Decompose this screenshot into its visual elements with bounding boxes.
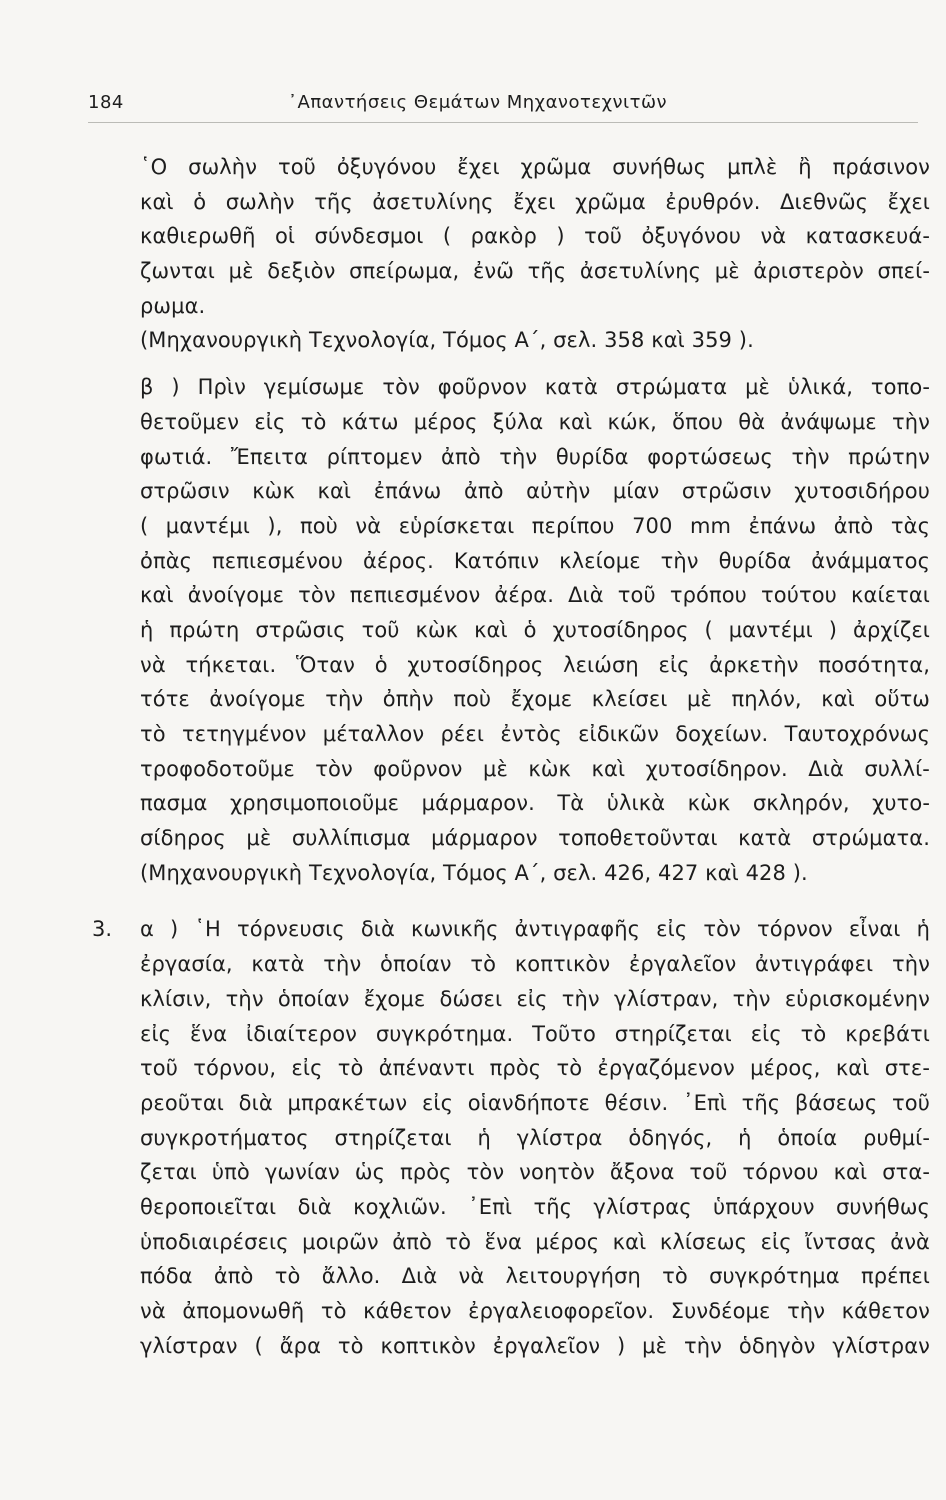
text-line: νὰ τήκεται. Ὅταν ὁ χυτοσίδηρος λειώση εἰς ἀρκετὴν ποσότητα, — [140, 652, 930, 677]
text-line: ζεται ὑπὸ γωνίαν ὡς πρὸς τὸν νοητὸν ἄξονα τοῦ τόρνου καὶ στα- — [140, 1160, 930, 1185]
item-number: 3. — [92, 917, 113, 942]
paragraph-oxygen-hoses — [140, 150, 930, 358]
text-line: νὰ ἀπομονωθῆ τὸ κάθετον ἐργαλειοφορεῖον. Συνδέομε τὴν κάθετον — [140, 1299, 930, 1323]
text-line: τροφοδοτοῦμε τὸν φοῦρνον μὲ κὼκ καὶ χυτοσίδηρον. Διὰ συλλί- — [140, 756, 930, 781]
text-line: ρωμα. — [140, 293, 206, 318]
spacer — [140, 358, 930, 370]
text-line: ἡ πρώτη στρῶσις τοῦ κὼκ καὶ ὁ χυτοσίδηρος ( μαντέμι ) ἀρχίζει — [140, 617, 930, 642]
header-rule — [88, 122, 918, 123]
page-body — [92, 150, 930, 1363]
running-title: ᾿Απαντήσεις Θεμάτων Μηχανοτεχνιτῶν — [288, 92, 668, 113]
text-line: κλίσιν, τὴν ὁποίαν ἔχομε δώσει εἰς τὴν γλίστραν, τὴν εὑρισκομένην — [140, 986, 930, 1011]
text-line: ζωνται μὲ δεξιὸν σπείρωμα, ἐνῶ τῆς ἀσετυλίνης μὲ ἀριστερὸν σπεί- — [140, 259, 930, 284]
text-line: συγκροτήματος στηρίζεται ἡ γλίστρα ὁδηγός, ἡ ὁποία ρυθμί- — [140, 1125, 930, 1150]
text-line: α ) ῾Η τόρνευσις διὰ κωνικῆς ἀντιγραφῆς εἰς τὸν τόρνον εἶναι ἡ — [140, 917, 930, 942]
reference-line: (Μηχανουργικὴ Τεχνολογία, Τόμος Α΄, σελ. 426, 427 καὶ 428 ). — [140, 860, 808, 885]
page-number: 184 — [88, 92, 124, 113]
text-line: θεροποιεῖται διὰ κοχλιῶν. ᾿Επὶ τῆς γλίστρας ὑπάρχουν συνήθως — [140, 1194, 930, 1219]
text-line: ἐργασία, κατὰ τὴν ὁποίαν τὸ κοπτικὸν ἐργαλεῖον ἀντιγράφει τὴν — [140, 952, 930, 977]
text-line: φωτιά. Ἔπειτα ρίπτομεν ἀπὸ τὴν θυρίδα φορτώσεως τὴν πρώτην — [140, 444, 930, 469]
text-line: γλίστραν ( ἄρα τὸ κοπτικὸν ἐργαλεῖον ) μὲ τὴν ὁδηγὸν γλίστραν — [140, 1333, 930, 1358]
text-line: στρῶσιν κὼκ καὶ ἐπάνω ἀπὸ αὐτὴν μίαν στρῶσιν χυτοσιδήρου — [140, 479, 930, 504]
text-line: σίδηρος μὲ συλλίπισμα μάρμαρον τοποθετοῦνται κατὰ στρώματα. — [140, 826, 930, 851]
text-line: τοῦ τόρνου, εἰς τὸ ἀπέναντι πρὸς τὸ ἐργαζόμενον μέρος, καὶ στε- — [140, 1056, 930, 1081]
paragraph-taper-turning — [92, 912, 930, 1363]
text-line: πόδα ἀπὸ τὸ ἄλλο. Διὰ νὰ λειτουργήση τὸ συγκρότημα πρέπει — [140, 1264, 930, 1289]
text-line: ὑποδιαιρέσεις μοιρῶν ἀπὸ τὸ ἕνα μέρος καὶ κλίσεως εἰς ἴντσας ἀνὰ — [140, 1229, 930, 1254]
text-line: καὶ ἀνοίγομε τὸν πεπιεσμένον ἀέρα. Διὰ τοῦ τρόπου τούτου καίεται — [140, 583, 930, 608]
text-line: θετοῦμεν εἰς τὸ κάτω μέρος ξύλα καὶ κώκ, ὅπου θὰ ἀνάψωμε τὴν — [140, 409, 930, 434]
spacer — [140, 890, 930, 912]
text-line: ὀπὰς πεπιεσμένου ἀέρος. Κατόπιν κλείομε τὴν θυρίδα ἀνάμματος — [140, 548, 930, 573]
paragraph-furnace — [140, 370, 930, 890]
text-line: ῾Ο σωλὴν τοῦ ὀξυγόνου ἔχει χρῶμα συνήθως μπλὲ ἢ πράσινον — [140, 155, 930, 179]
page-header — [88, 92, 918, 124]
text-line: ( μαντέμι ), ποὺ νὰ εὑρίσκεται περίπου 700 mm ἐπάνω ἀπὸ τὰς — [140, 513, 930, 538]
text-line: ρεοῦται διὰ μπρακέτων εἰς οἱανδήποτε θέσιν. ᾿Επὶ τῆς βάσεως τοῦ — [140, 1090, 930, 1115]
text-line: εἰς ἕνα ἰδιαίτερον συγκρότημα. Τοῦτο στηρίζεται εἰς τὸ κρεβάτι — [140, 1021, 930, 1046]
text-line: πασμα χρησιμοποιοῦμε μάρμαρον. Τὰ ὑλικὰ κὼκ σκληρόν, χυτο- — [140, 791, 930, 816]
text-line: καθιερωθῆ οἱ σύνδεσμοι ( ρακὸρ ) τοῦ ὀξυγόνου νὰ κατασκευά- — [140, 224, 930, 249]
text-line: τότε ἀνοίγομε τὴν ὀπὴν ποὺ ἔχομε κλείσει μὲ πηλόν, καὶ οὕτω — [140, 687, 930, 712]
text-line: τὸ τετηγμένον μέταλλον ρέει ἐντὸς εἰδικῶν δοχείων. Ταυτοχρόνως — [140, 722, 930, 746]
text-line: καὶ ὁ σωλὴν τῆς ἀσετυλίνης ἔχει χρῶμα ἐρυθρόν. Διεθνῶς ἔχει — [140, 189, 930, 214]
reference-line: (Μηχανουργικὴ Τεχνολογία, Τόμος Α΄, σελ. 358 καὶ 359 ). — [140, 328, 754, 353]
text-line: β ) Πρὶν γεμίσωμε τὸν φοῦρνον κατὰ στρώματα μὲ ὑλικά, τοπο- — [140, 375, 930, 400]
